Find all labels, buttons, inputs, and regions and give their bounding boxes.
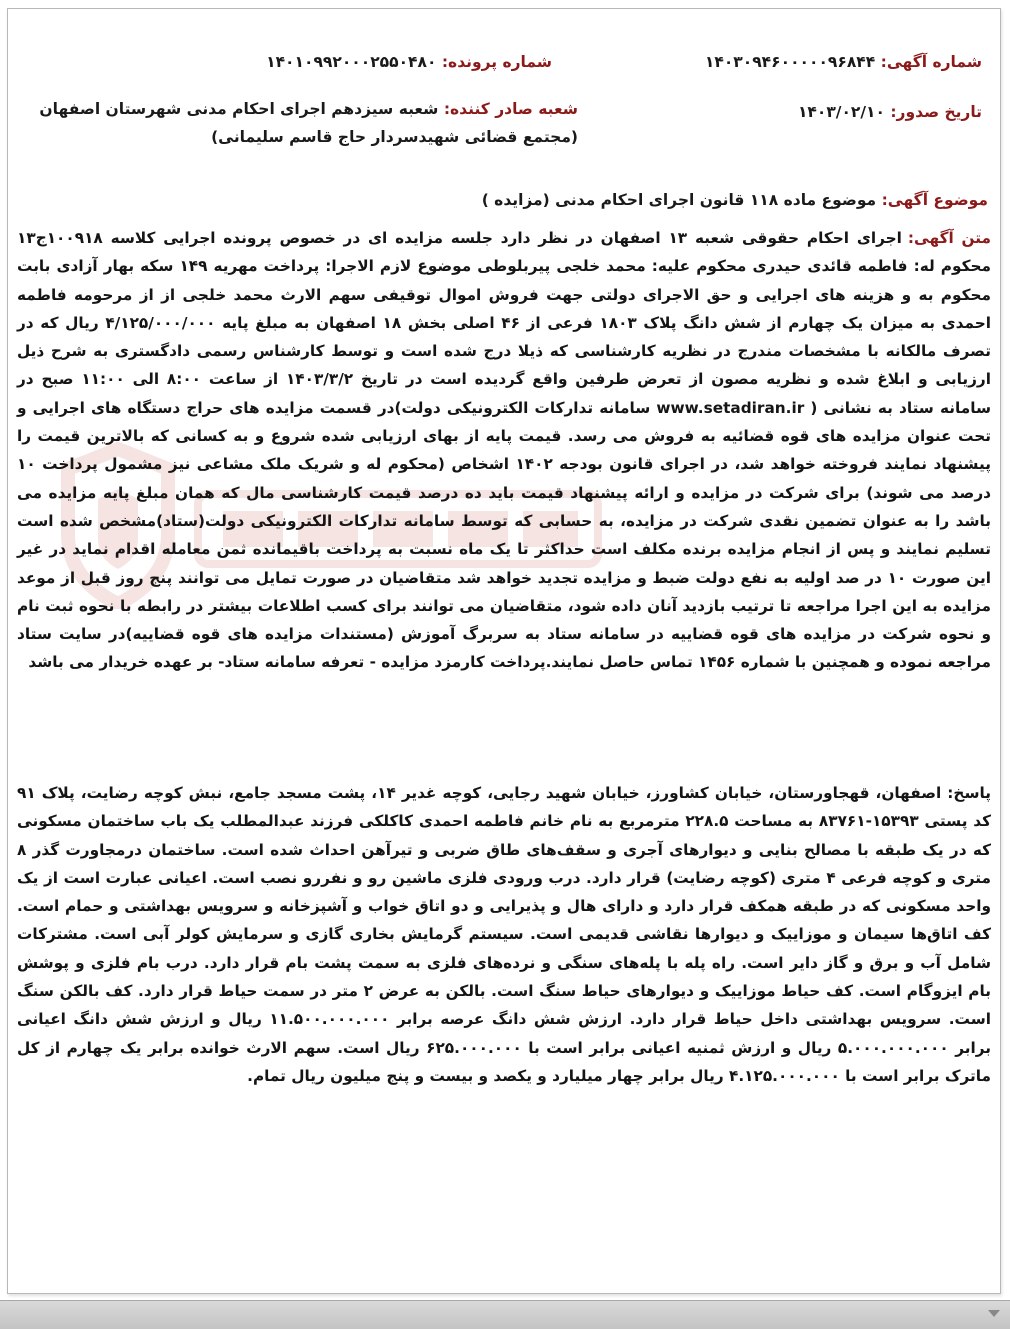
subject-row bbox=[482, 187, 988, 213]
case-number-label: شماره پرونده: bbox=[441, 53, 552, 71]
appraisal-response bbox=[17, 779, 991, 1090]
issuing-branch-label: شعبه صادر کننده: bbox=[443, 100, 578, 118]
notice-text-label: متن آگهی: bbox=[907, 229, 992, 247]
notice-number-value: ۱۴۰۳۰۹۴۶۰۰۰۰۰۹۶۸۴۴ bbox=[704, 53, 876, 71]
issuing-branch-value: شعبه سیزدهم اجرای احکام مدنی شهرستان اصفهان (مجتمع قضائی شهیدسردار حاج قاسم سلیمانی) bbox=[39, 100, 578, 146]
notice-number-label: شماره آگهی: bbox=[880, 53, 982, 71]
issue-date-value: ۱۴۰۳/۰۲/۱۰ bbox=[797, 103, 885, 121]
notice-number-row bbox=[705, 49, 982, 75]
scroll-down-icon[interactable] bbox=[988, 1310, 1000, 1317]
subject-label: موضوع آگهی: bbox=[881, 191, 988, 209]
issue-date-label: تاریخ صدور: bbox=[890, 103, 982, 121]
subject-value: موضوع ماده ۱۱۸ قانون اجرای احکام مدنی (مزایده ) bbox=[481, 191, 877, 209]
bottom-scrollbar[interactable] bbox=[0, 1300, 1010, 1329]
case-number-row bbox=[266, 49, 552, 75]
notice-text bbox=[17, 224, 991, 677]
notice-card bbox=[7, 8, 1001, 1294]
issuing-branch-row bbox=[23, 95, 578, 151]
notice-text-body: اجرای احکام حقوقی شعبه ۱۳ اصفهان در نظر دارد جلسه مزایده ای در خصوص پرونده اجرایی کلاسه ۱۰۰۹۱۸ج۱۳ محکوم له: فاطمه قائدی حیدری محکوم علیه: محمد خلجی پیربلوطی موضوع لازم الاجرا: پرداخت مهریه ۱۴۹ سکه بهار آزادی بابت محکوم به و هزینه های اجرایی و حق الاجرای دولتی جهت فروش اموال توقیفی سهم الارث محمد خلجی از از مرحومه فاطمه احمدی به میزان یک چهارم از شش دانگ پلاک ۱۸۰۳ فرعی از ۴۶ اصلی بخش ۱۸ اصفهان به مبلغ پایه ۴/۱۲۵/۰۰۰/۰۰۰ ریال که در تصرف مالکانه با مشخصات مندرج در نظریه کارشناسی که ذیلا درج شده است و توسط کارشناس رسمی دادگستری به شرح ذیل ارزیابی و ابلاغ شده و نظریه مصون از تعرض طرفین واقع گردیده است در تاریخ ۱۴۰۳/۳/۲ از ساعت ۸:۰۰ الی ۱۱:۰۰ صبح در سامانه ستاد به نشانی ( www.setadiran.ir سامانه تدارکات الکترونیکی دولت)در قسمت مزایده های حراج دستگاه های اجرایی و تحت عنوان مزایده های قوه قضائیه به فروش می رسد. قیمت پایه از بهای ارزیابی شده شروع و به کسانی که بالاترین قیمت را پیشنهاد نمایند فروخته خواهد شد، در اجرای قانون بودجه ۱۴۰۲ اشخاص (محکوم له و شریک ملک مشاعی نیز مشمول پرداخت ۱۰ درصد می شوند) برای شرکت در مزایده و ارائه پیشنهاد قیمت باید ده درصد قیمت کارشناسی مال که همان مبلغ پایه مزایده می باشد را به عنوان تضمین نقدی شرکت در مزایده، به حسابی که توسط سامانه تدارکات الکترونیکی دولت(ستاد)مشخص شده است تسلیم نمایند و پس از انجام مزایده برنده مکلف است حداکثر تا یک ماه نسبت به پرداخت باقیمانده ثمن معامله اقدام نماید در غیر این صورت ۱۰ در صد اولیه به نفع دولت ضبط و مزایده تجدید خواهد شد متقاضیان در صورت تمایل می توانند پنج روز قبل از موعد مزایده به این اجرا مراجعه تا ترتیب بازدید آنان داده شود، متقاضیان می توانند برای کسب اطلاعات بیشتر در رابطه با نحوه ثبت نام و نحوه شرکت در مزایده های قوه قضاییه در سامانه ستاد به سربرگ آموزش (مستندات مزایده های قوه قضاییه)در سایت ستاد مراجعه نموده و همچنین با شماره ۱۴۵۶ تماس حاصل نمایند.پرداخت کارمزد مزایده - تعرفه سامانه ستاد- بر عهده خریدار می باشد bbox=[17, 229, 992, 672]
case-number-value: ۱۴۰۱۰۹۹۲۰۰۰۲۵۵۰۴۸۰ bbox=[266, 53, 437, 71]
appraisal-response-body: پاسخ: اصفهان، قهجاورستان، خیابان کشاورز، خیابان شهید رجایی، کوچه غدیر ۱۴، پشت مسجد جامع، نبش کوچه رضایت، پلاک ۹۱ کد پستی ۱۵۳۹۳-۸۳۷۶۱ به مساحت ۲۲۸.۵ مترمربع به نام خانم فاطمه احمدی کاکلکی فرزند عبدالمطلب یک باب ساختمان مسکونی که در یک طبقه با مصالح بنایی و دیوارهای آجری و سقف‌های طاق ضربی و تیرآهن احداث شده است. ساختمان درمجاورت گذر ۸ متری و کوچه فرعی ۴ متری (کوچه رضایت) قرار دارد. درب ورودی فلزی ماشین رو و نفررو نصب است. اعیانی عبارت است از یک واحد مسکونی که در طبقه همکف قرار دارد و دارای هال و پذیرایی و دو اتاق خواب و آشپزخانه و سرویس بهداشتی و حمام است. کف اتاق‌ها سیمان و موزاییک و دیوارها نقاشی قدیمی است. سیستم گرمایش بخاری گازی و سرمایش کولر آبی است. مشترکات شامل آب و برق و گاز دایر است. راه پله با پله‌های سنگی و نرده‌های فلزی به سمت پشت بام قرار دارد. درب بام فلزی و پوشش بام ایزوگام است. کف حیاط موزاییک و دیوارهای حیاط سنگ است. بالکن به عرض ۲ متر در سمت حیاط قرار دارد. کف بالکن سنگ است. سرویس بهداشتی داخل حیاط قرار دارد. ارزش شش دانگ عرصه برابر ۱۱.۵۰۰.۰۰۰.۰۰۰ ریال و ارزش شش دانگ اعیانی برابر ۵.۰۰۰.۰۰۰.۰۰۰ ریال و ارزش ثمنیه اعیانی برابر است با ۶۲۵.۰۰۰.۰۰۰ ریال است. سهم الارث خوانده برابر یک چهارم از کل ماترک برابر است با ۴.۱۲۵.۰۰۰.۰۰۰ ریال برابر چهار میلیارد و یکصد و بیست و پنج میلیون ریال تمام. bbox=[17, 784, 992, 1085]
issue-date-row bbox=[798, 99, 982, 125]
